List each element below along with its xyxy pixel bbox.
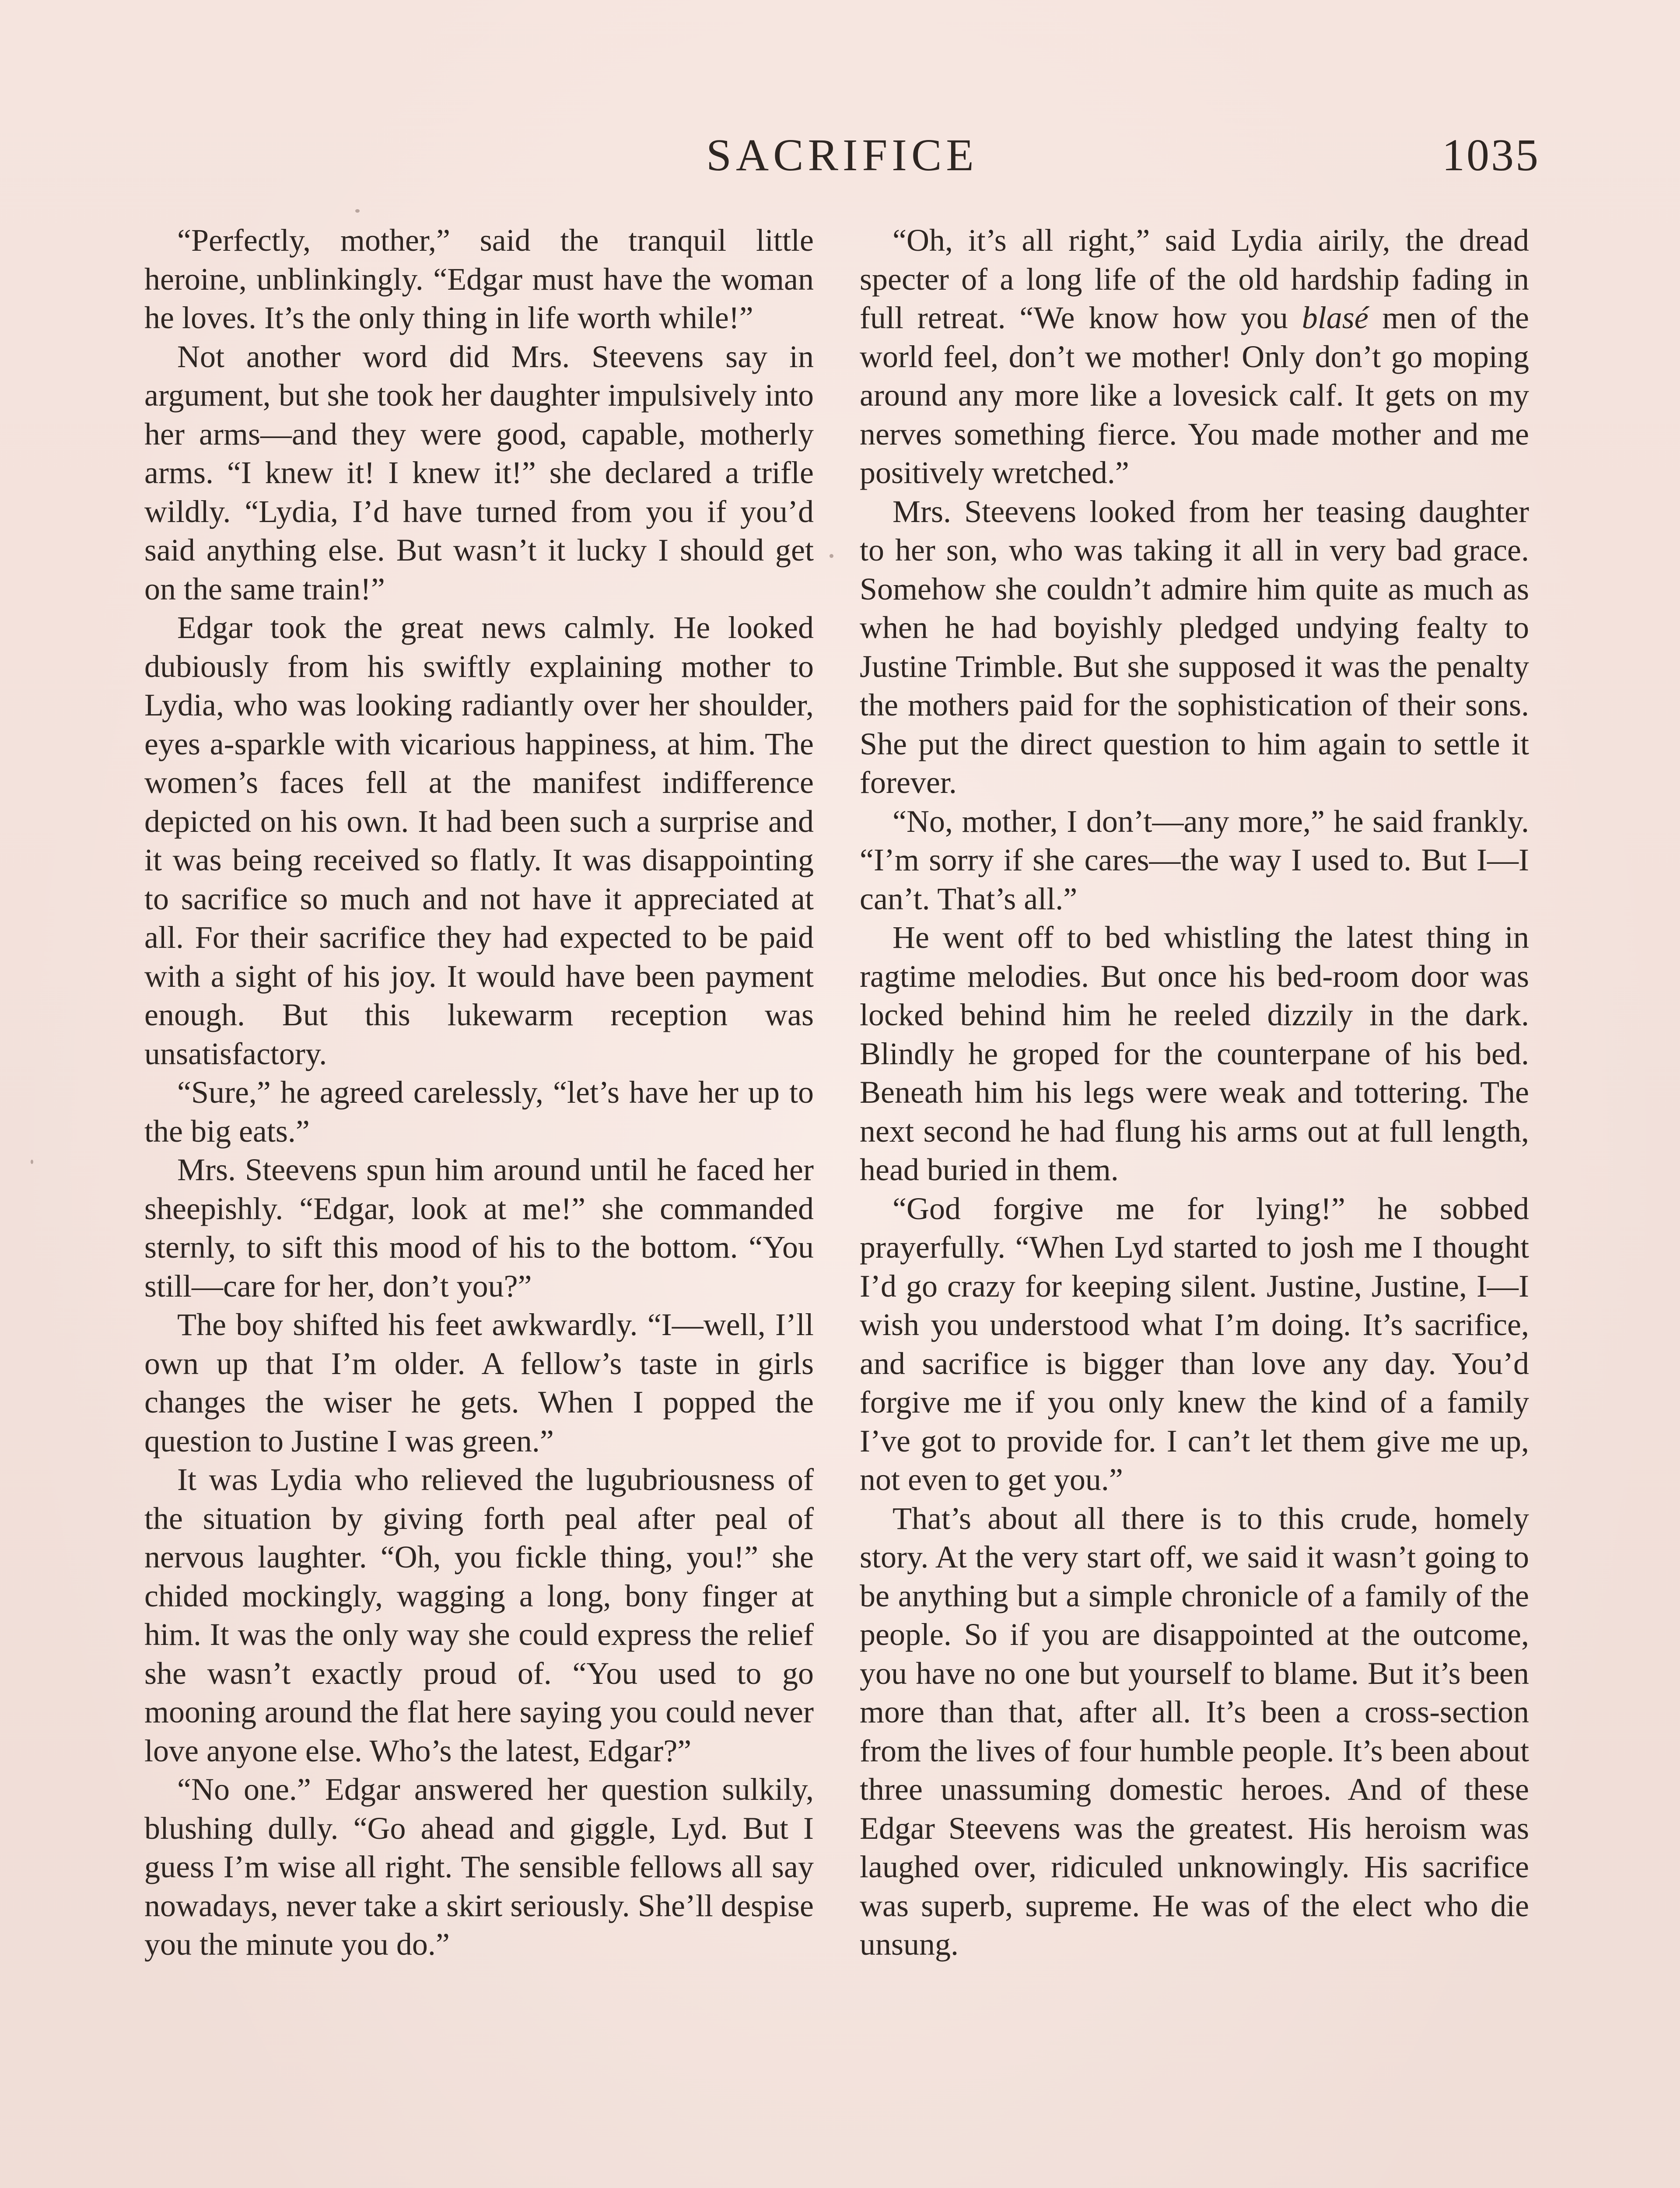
paragraph: “No, mother, I don’t—any more,” he said frankly. “I’m sorry if she cares—the way I used to. But I—I can’t. That’s all.” [860, 803, 1529, 916]
text-run: “Oh, it’s all right,” said Lydia airily, the dread specter of a long life of the old hardship fading in full retreat. “We know how you [860, 223, 1529, 335]
paragraph: It was Lydia who relieved the lugubriousness of the situation by giving forth peal after peal of nervous laughter. “Oh, you fickle thing, you!” she chided mockingly, wagging a long, bony finger at him. It was the only way she could express the relief she wasn’t exactly proud of. “You used to go mooning around the flat here saying you could never love anyone else. Who’s the latest, Edgar?” [144, 1462, 814, 1768]
paragraph: He went off to bed whistling the latest thing in ragtime melodies. But once his bed-room door was locked behind him he reeled dizzily in the dark. Blindly he groped for the counterpane of his bed. Beneath him his legs were weak and tottering. The next second he had flung his arms out at full length, head buried in them. [860, 920, 1529, 1187]
speck [31, 1160, 33, 1164]
paragraph: Mrs. Steevens looked from her teasing daughter to her son, who was taking it all in very bad grace. Somehow she couldn’t admire him quite as much as when he had boyishly pledged undying fealty to Justine Trimble. But she supposed it was the penalty the mothers paid for the sophistication of their sons. She put the direct question to him again to settle it forever. [860, 494, 1529, 800]
paragraph: The boy shifted his feet awkwardly. “I—well, I’ll own up that I’m older. A fellow’s taste in girls changes the wiser he gets. When I popped the question to Justine I was green.” [144, 1307, 814, 1459]
paragraph [860, 221, 1529, 492]
paragraph: “No one.” Edgar answered her question sulkily, blushing dully. “Go ahead and giggle, Lyd. But I guess I’m wise all right. The sensible fellows all say nowadays, never take a skirt seriously. She’ll despise you the minute you do.” [144, 1772, 814, 1962]
right-column [860, 221, 1529, 1964]
running-head [144, 127, 1540, 193]
text-run: men of the world feel, don’t we mother! Only don’t go moping around any more like a lovesick calf. It gets on my nerves something fierce. You made mother and me positively wretched.” [860, 300, 1529, 490]
speck [830, 554, 833, 558]
paragraph: “God forgive me for lying!” he sobbed prayerfully. “When Lyd started to josh me I thought I’d go crazy for keeping silent. Justine, Justine, I—I wish you understood what I’m doing. It’s sacrifice, and sacrifice is bigger than love any day. You’d forgive me if you only knew the kind of a family I’ve got to provide for. I can’t let them give me up, not even to get you.” [860, 1191, 1529, 1497]
paragraph: Not another word did Mrs. Steevens say in argument, but she took her daughter impulsively into her arms—and they were good, capable, motherly arms. “I knew it! I knew it!” she declared a trifle wildly. “Lydia, I’d have turned from you if you’d said anything else. But wasn’t it lucky I should get on the same train!” [144, 339, 814, 607]
paragraph: Mrs. Steevens spun him around until he faced her sheepishly. “Edgar, look at me!” she commanded sternly, to sift this mood of his to the bottom. “You still—care for her, don’t you?” [144, 1152, 814, 1304]
speck [355, 209, 360, 213]
paragraph: “Perfectly, mother,” said the tranquil little heroine, unblinkingly. “Edgar must have the woman he loves. It’s the only thing in life worth while!” [144, 223, 814, 335]
paragraph: “Sure,” he agreed carelessly, “let’s have her up to the big eats.” [144, 1075, 814, 1149]
italic-word: blasé [1302, 300, 1368, 335]
paragraph: Edgar took the great news calmly. He looked dubiously from his swiftly explaining mother to Lydia, who was looking radiantly over her shoulder, eyes a-sparkle with vicarious happiness, at him. The women’s faces fell at the manifest indifference depicted on his own. It had been such a surprise and it was being received so flatly. It was disappointing to sacrifice so much and not have it appreciated at all. For their sacrifice they had expected to be paid with a sight of his joy. It would have been payment enough. But this lukewarm reception was unsatisfactory. [144, 610, 814, 1071]
story-title: SACRIFICE [706, 130, 978, 180]
page-number: 1035 [1442, 130, 1540, 180]
paragraph: That’s about all there is to this crude, homely story. At the very start off, we said it wasn’t going to be anything but a simple chronicle of a family of the people. So if you are disappointed at the outcome, you have no one but yourself to blame. But it’s been more than that, after all. It’s been a cross-section from the lives of four humble people. It’s been about three unassuming domestic heroes. And of these Edgar Steevens was the greatest. His heroism was laughed over, ridiculed unknowingly. His sacrifice was superb, supreme. He was of the elect who die unsung. [860, 1501, 1529, 1962]
left-column [144, 221, 814, 1964]
